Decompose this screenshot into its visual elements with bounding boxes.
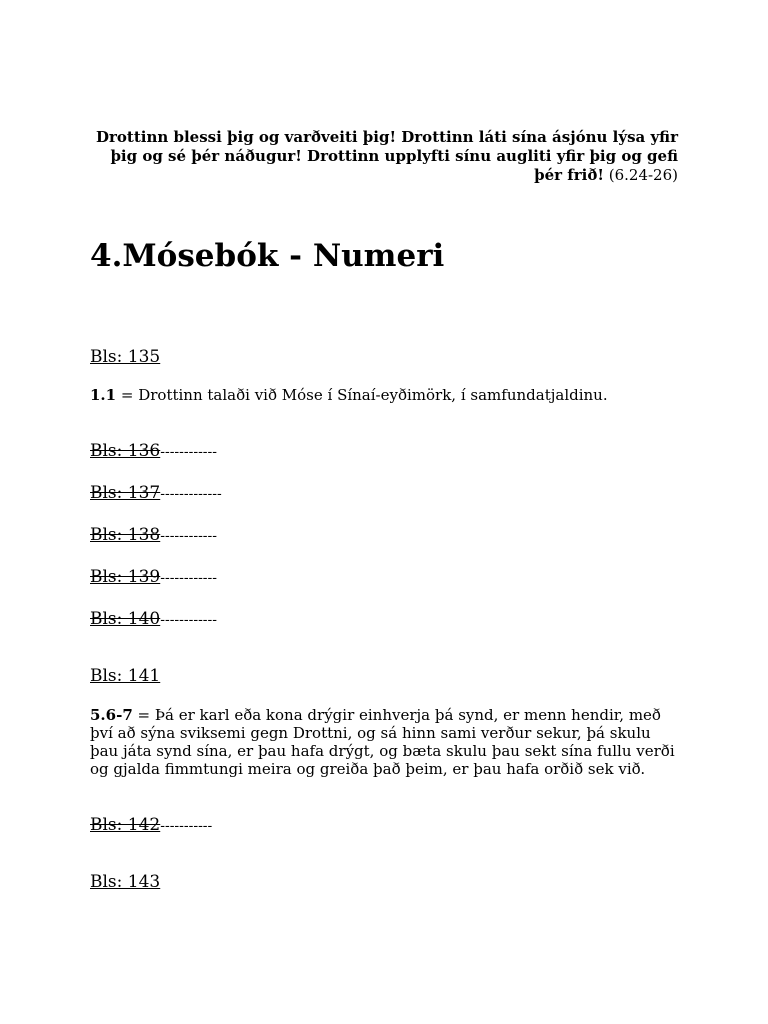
page-label: Bls: 137 bbox=[90, 483, 161, 503]
page-heading-142 bbox=[90, 814, 212, 837]
page-dash: ----------- bbox=[160, 818, 213, 834]
page-dash: ------------ bbox=[160, 612, 217, 628]
page-heading-137 bbox=[90, 482, 222, 505]
page-dash: ------------ bbox=[160, 444, 217, 460]
page-heading-140 bbox=[90, 608, 217, 631]
page-heading-143 bbox=[90, 871, 160, 893]
verse-entry-1-1 bbox=[90, 386, 680, 404]
verse-text: = Þá er karl eða kona drýgir einhverja þá synd, er menn hendir, með því að sýna sviksemi gegn Drottni, og sá hinn sami verður sekur, þá skulu þau játa synd sína, er þau hafa drýgt, og bæta skulu þau sekt sína fullu verði og gjalda fimmtungi meira og greiða það þeim, er þau hafa orðið sek við. bbox=[90, 706, 675, 778]
page-label: Bls: 139 bbox=[90, 567, 161, 587]
page-heading-141 bbox=[90, 665, 160, 687]
page-label: Bls: 136 bbox=[90, 441, 161, 461]
page-label: Bls: 140 bbox=[90, 609, 161, 629]
verse-reference: 5.6-7 bbox=[90, 706, 133, 724]
epigraph bbox=[90, 128, 678, 185]
book-title: 4.Mósebók - Numeri bbox=[90, 238, 445, 274]
page-label: Bls: 142 bbox=[90, 815, 161, 835]
verse-entry-5-6-7 bbox=[90, 706, 680, 778]
page-label: Bls: 138 bbox=[90, 525, 161, 545]
page-heading-139 bbox=[90, 566, 217, 589]
page-label: Bls: 135 bbox=[90, 347, 161, 367]
verse-text: = Drottinn talaði við Móse í Sínaí-eyðimörk, í samfundatjaldinu. bbox=[120, 386, 608, 404]
page-dash: ------------ bbox=[160, 570, 217, 586]
page-heading-136 bbox=[90, 440, 217, 463]
verse-reference: 1.1 bbox=[90, 386, 117, 404]
page-heading-135 bbox=[90, 346, 160, 368]
epigraph-text: Drottinn blessi þig og varðveiti þig! Drottinn láti sína ásjónu lýsa yfir þig og sé þér náðugur! Drottinn upplyfti sínu augliti yfir þig og gefi þér frið! bbox=[95, 128, 678, 184]
page-dash: ------------- bbox=[160, 486, 222, 502]
page-label: Bls: 141 bbox=[90, 666, 161, 686]
page-dash: ------------ bbox=[160, 528, 217, 544]
epigraph-reference: (6.24-26) bbox=[608, 166, 678, 184]
page-heading-138 bbox=[90, 524, 217, 547]
page-label: Bls: 143 bbox=[90, 872, 161, 892]
